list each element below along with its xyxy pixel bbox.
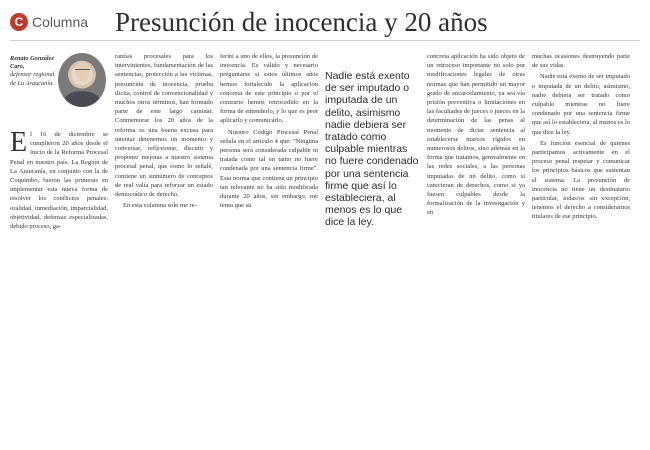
paragraph: muchas ocasiones destruyendo parte de sus vidas. [532, 53, 630, 70]
article-column-2 [115, 52, 213, 212]
paragraph: Nuestro Código Procesal Penal señala en el artículo 4 que: "Ninguna persona será considerada culpable ni tratada como tal en tanto no fuere condenada por una sentencia firme". Esta norma que contiene un principio tan relevante no ha sido modificada durante 20 años, sin embargo, me temo que su [220, 128, 318, 210]
dropcap: E [10, 127, 28, 158]
section-header [10, 11, 88, 33]
article-column-6 [532, 52, 630, 224]
header-divider [10, 40, 640, 41]
article-column-1 [10, 127, 108, 233]
paragraph: En esta columna solo me re- [123, 202, 197, 210]
paragraph: Es función esencial de quienes participamos activamente en el proceso penal respetar y comunicar los principios básicos que sustentan el sistema. La presunción de inocencia no tiene un destinatario particular, todas/os sin excepción, tenemos el derecho a considerarnos titulares de ese principio. [532, 139, 630, 221]
author-byline [10, 55, 56, 88]
paragraph: feriré a uno de ellos, la presunción de inocencia. Es válido y necesario preguntarse si estos últimos años hemos fortalecido la aplicación concreta de este principio o por el contrario hemos retrocedido en la forma de entenderlo, y lo que es peor aplicarlo y comunicarlo. [220, 53, 318, 125]
article-column-3 [220, 52, 318, 212]
headline: Presunción de inocencia y 20 años [115, 7, 488, 37]
paragraph: concreta aplicación ha sido objeto de un retroceso importante no solo por modificaciones legales de otras normas que han permitido un mayor grado de encarcelamiento, ya sea vía prisión preventiva o limitaciones en las facultades de jueces o jueces en la determinación de las penas al momento de dictar sentencia al establecerse marcos rígidos en numerosos delitos, sino además en la forma que tratamos, generalmente en las redes sociales, a las personas imputadas de un delito, como si carecieran de derechos, como si ya fuesen culpables desde la formalización de la investigación y en [427, 53, 525, 217]
author-role: defensor regional de La Araucanía. [10, 71, 55, 87]
paragraph: Nadie está exento de ser imputado o imputada de un delito, asimismo, nadie debiera ser tratado como culpable mientras no fuere condenado por una sentencia firme que así lo estableciera, al menos es lo que dice la ley. [532, 73, 630, 136]
section-badge-icon: C [10, 13, 28, 31]
paragraph: rantías procesales para los intervinientes, fundamentación de las sentencias, protección a las víctimas, presunción de inocencia, prueba ilícita, control de convencionalidad y muchos otros términos, han formado parte de este largo caminar. Conmemorar los 20 años de la reforma es una buena excusa para intentar detenernos un momento y conversar, reflexionar, discutir y proponer mejoras a nuestro sistema procesal penal, que como lo señalé, contiene un sinnúmero de conceptos de real valía para reforzar un estado democrático de derecho. [115, 53, 213, 199]
section-label: Columna [32, 14, 89, 30]
author-photo [58, 53, 106, 107]
article-column-5 [427, 52, 525, 220]
author-name: Renato González Caro, [10, 55, 54, 71]
pull-quote: Nadie está exento de ser imputado o imputada de un delito, asimismo nadie debiera ser tratado como culpable mientras no fuere condenado por una sentencia firme que así lo estableciera, al menos es lo que dice la ley. [325, 70, 419, 229]
paragraph: l 16 de diciembre se cumplieron 20 años desde el inicio de la Reforma Procesal Penal en nuestro país. La Región de La Araucanía, en conjunto con la de Coquimbo, fueron las primeras en implementar esta nueva forma de resolver los conflictos penales: oralidad, inmediación, imparcialidad, objetividad, defensas especializadas, debido proceso, ga- [10, 131, 108, 231]
